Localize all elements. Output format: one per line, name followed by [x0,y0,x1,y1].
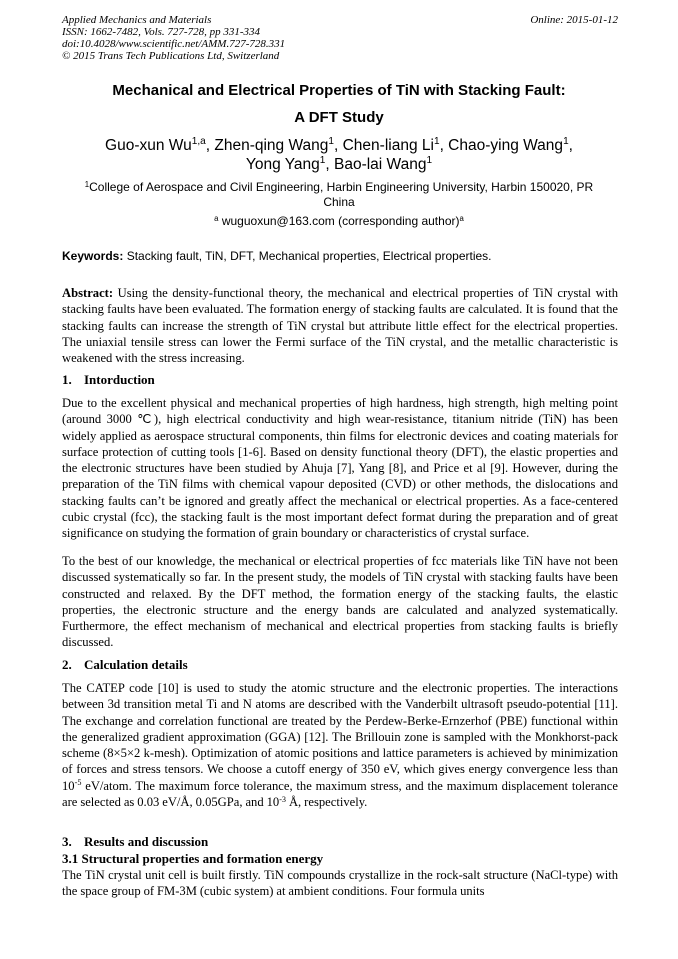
author-name: Yong Yang [245,156,320,173]
abstract [62,285,618,366]
author-superscript: 1 [319,155,326,167]
email-tail-superscript: a [459,213,464,223]
subsection-3-1-heading: 3.1 Structural properties and formation energy [62,851,324,866]
paper-title-line1: Mechanical and Electrical Properties of TiN with Stacking Fault: [112,82,566,99]
section-1-number: 1. [62,372,72,387]
abstract-label: Abstract: [62,286,114,300]
paper-title-line2: A DFT Study [294,109,384,126]
email-superscript: a [214,213,219,223]
section-3-number: 3. [62,834,72,849]
journal-copyright: © 2015 Trans Tech Publications Ltd, Switzerland [62,50,280,62]
author-separator: , [568,137,573,154]
section-2-heading [62,657,618,673]
exponent-superscript: -5 [74,778,82,788]
section-2-title: Calculation details [84,657,188,672]
section-3-heading [62,834,618,850]
author-name: , Bao-lai Wang [325,156,427,173]
abstract-text: Using the density-functional theory, the mechanical and electrical properties of TiN crystal with stacking faults have been evaluated. The formation energy of stacking faults are calculated. It is found that the stacking faults can increase the strength of TiN crystal but attribute little effect for the electrical properties. The uniaxial tensile stress can lower the Fermi surface of the TiN crystal, and the metallic characteristic is weakened with the stress increasing. [62,286,618,366]
author-superscript: 1 [426,155,433,167]
author-list-line1 [62,136,616,155]
section-3-paragraph: The TiN crystal unit cell is built firstly. TiN compounds crystallize in the rock-salt structure (NaCl-type) with the space group of FM-3M (cubic system) at ambient conditions. Four formula units [62,868,618,899]
affiliation-line2: China [323,195,355,209]
author-superscript: 1,a [191,136,206,148]
author-superscript: 1 [433,136,440,148]
online-date: Online: 2015-01-12 [530,14,618,26]
author-name: , Chen-liang Li [334,137,434,154]
author-name: , Chao-ying Wang [439,137,564,154]
affiliation [62,180,616,210]
author-list-line2 [62,155,616,174]
section-2-paragraph [62,680,618,810]
section-1-paragraph-2: To the best of our knowledge, the mechanical or electrical properties of fcc materials like TiN have not been discussed systematically so far. In the present study, the models of TiN crystal with stacking faults have been constructed and relaxed. By the DFT method, the formation energy of the stacking faults, the elastic properties, the electronic structure and the energy bands are calculated and analyzed systematically. Furthermore, the effect mechanism of mechanical and electrical properties from stacking faults is briefly discussed. [62,554,618,650]
section-1-title: Intorduction [84,372,155,387]
exponent-superscript: -3 [279,794,287,804]
journal-doi: doi:10.4028/www.scientific.net/AMM.727-728.331 [62,38,286,50]
journal-header [62,14,618,62]
affiliation-superscript: 1 [84,179,90,189]
author-superscript: 1 [563,136,569,148]
journal-name: Applied Mechanics and Materials [62,14,212,26]
section-2-text-b: eV/atom. The maximum force tolerance, the maximum stress, and the maximum displacement tolerance are selected as 0.03 eV/Å, 0.05GPa, and 10 [62,778,618,810]
section-1-heading [62,372,618,388]
email-text: wuguoxun@163.com (corresponding author) [218,214,460,228]
section-1-paragraph-1: Due to the excellent physical and mechanical properties of high hardness, high strength, high melting point (around 3000 ℃), high electrical conductivity and high wear-resistance, titanium nitride (TiN) has been widely applied as aerospace structural components, thin films for electronic devices and coating materials for surface protection of cutting tools [1-6]. Based on density functional theory (DFT), the elastic properties and the electronic structures have been studied by Ahuja [7], Yang [8], and Price et al [9]. However, during the preparation of the TiN films with chemical vapour deposited (CVD) or other methods, the dislocations and stacking faults can’t be ignored and greatly affect the mechanical or electrical properties. As a face-centered cubic crystal (fcc), the stacking fault is the most important defect format during the preparation and of great significance on studying the formation of grain boundary or characteristics of crystal surface. [62,396,618,541]
section-2-text-a: The CATEP code [10] is used to study the atomic structure and the electronic properties. The interactions between 3d transition metal Ti and N atoms are described with the Vanderbilt ultrasoft pseudo-potential [11]. The exchange and correlation functional are treated by the Perdew-Berke-Ernzerhof (PBE) functional within the generalized gradient approximation (GGA) [12]. The Brillouin zone is sampled with the Monkhorst-pack scheme (8×5×2 k-mesh). Optimization of atomic positions and lattice parameters is achieved by minimization of forces and stress tensors. We choose a cutoff energy of 350 eV, which gives energy convergence less than 10 [62,681,618,793]
section-3-title: Results and discussion [84,834,209,849]
author-name: , Zhen-qing Wang [205,137,329,154]
journal-issn: ISSN: 1662-7482, Vols. 727-728, pp 331-334 [62,26,260,38]
keywords [62,249,618,264]
author-superscript: 1 [328,136,334,148]
section-2-number: 2. [62,657,72,672]
author-name: Guo-xun Wu [105,137,192,154]
affiliation-line1: College of Aerospace and Civil Engineering, Harbin Engineering University, Harbin 150020, PR [89,180,594,194]
corresponding-email [62,214,616,229]
keywords-label: Keywords: [62,249,124,263]
keywords-text: Stacking fault, TiN, DFT, Mechanical properties, Electrical properties. [123,249,492,263]
section-2-text-c: Å, respectively. [286,795,368,810]
